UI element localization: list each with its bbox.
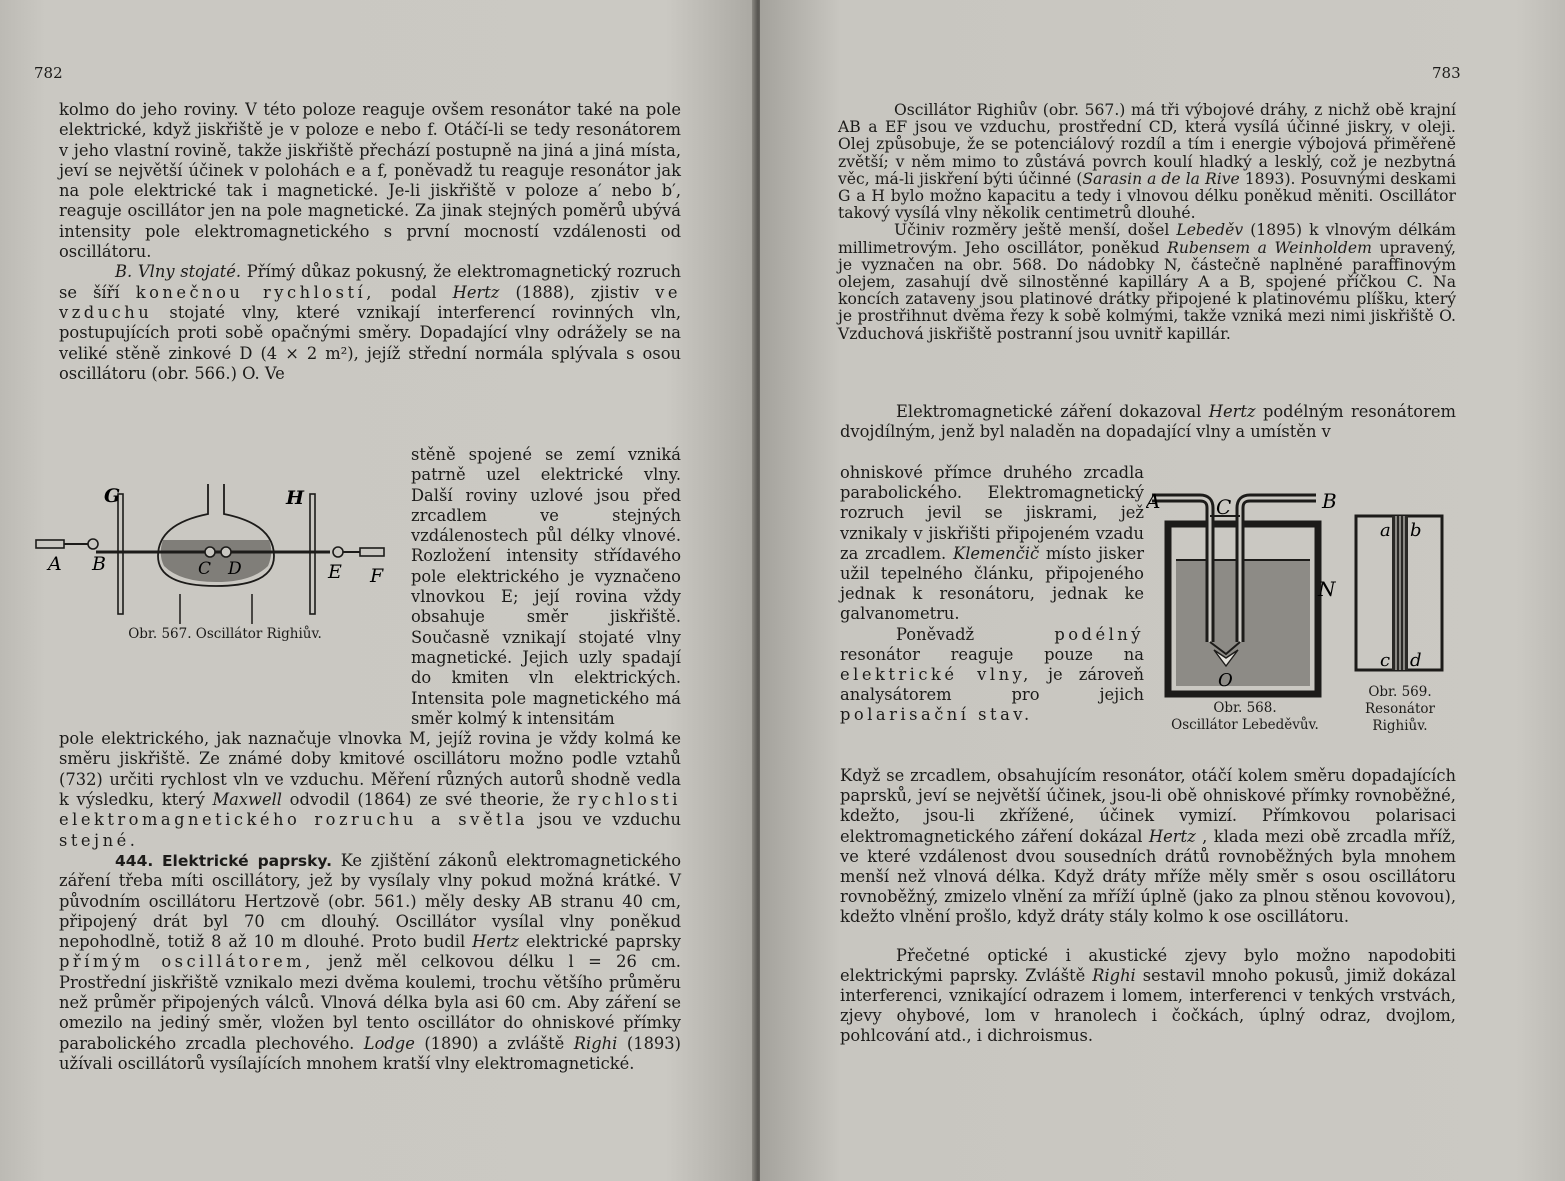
paragraph	[838, 222, 1456, 342]
label-C: C	[198, 559, 212, 579]
spaced-text: podélný	[1054, 624, 1144, 644]
spaced-text: rychlosti elektromagnetického rozruchu a světla	[59, 790, 681, 830]
label-B: B	[92, 553, 106, 575]
author-name: Lodge	[363, 1033, 415, 1053]
text-run: elektrické paprsky	[525, 932, 681, 952]
text-run: Oscillátor Righiův (obr. 567.) má tři výbojové dráhy, z nichž obě krajní AB a EF jsou ve vzduchu, prostřední CD, která vysílá účinné jiskry, v oleji. Olej způsobuje, že se potenciálový rozdíl a tím i energie výbojová přiměřeně zvětší; v něm mimo to zůstává povrch koulí hladký a lesklý, což je nezbytná věc, má-li jiskření býti účinné (	[838, 101, 1456, 188]
right-page	[760, 0, 1565, 1181]
label-d: d	[1410, 650, 1422, 671]
paragraph	[840, 946, 1456, 1047]
author-name: Hertz	[1148, 826, 1196, 846]
lebedev-oscillator-diagram	[1146, 472, 1342, 704]
page-number-left: 782	[34, 64, 63, 82]
paragraph-continued	[840, 766, 1456, 928]
right-narrow-column	[840, 463, 1144, 726]
text-run: podélným resonátorem dvojdílným, jenž byl naladěn na dopadající vlny a umístěn v	[840, 402, 1456, 442]
label-O: O	[1218, 670, 1233, 691]
text-run: resonátor reaguje pouze na	[840, 644, 1144, 664]
righi-resonator-diagram	[1354, 514, 1444, 674]
author-name: Klemenčič	[953, 543, 1040, 563]
caption-line: Obr. 569.	[1368, 684, 1432, 700]
text-run: pole elektrického, jak naznačuje vlnovka M, jejíž rovina je vždy kolmá ke směru jiskřiště. Ze známé doby kmitové oscillátoru možno podle vztahů (732) určiti rychlost vln ve vzduchu. Měření různých autorů shodně vedla k výsledku, který	[59, 729, 681, 810]
text-run: Učiniv rozměry ještě menší, došel	[894, 221, 1170, 240]
author-name: Hertz	[452, 282, 500, 302]
caption-line: Oscillátor Lebeděvův.	[1171, 717, 1319, 733]
spaced-text: elektrické vlny,	[840, 665, 1032, 685]
left-text-top	[59, 100, 681, 384]
text-run: (1890) a zvláště	[424, 1033, 565, 1053]
figure-567-caption: Obr. 567. Oscillátor Righiův.	[128, 626, 322, 642]
text-run: Když se zrcadlem, obsahujícím resonátor, otáčí kolem směru dopadajících paprsků, jeví se největší účinek, jsou-li obě ohniskové přímky rovnoběžné, kdežto, jsou-li zkřížené, účinek vymizí. Přímkovou polarisaci elektromagnetického záření dokázal	[840, 766, 1456, 846]
paragraph-continued	[840, 463, 1144, 726]
text-run: (1893) užívali oscillátorů vysílajících mnohem kratší vlny elektromagnetické.	[59, 1033, 681, 1073]
author-name: Righi	[1092, 965, 1136, 985]
right-text-bottom	[840, 766, 1456, 1047]
text-run: Ke zjištění zákonů elektromagnetického záření třeba míti oscillátory, jež by vysílaly vlny pokud možná krátké. V původním oscillátoru Hertzově (obr. 561.) měly desky AB stranu 40 cm, připojený drát byl 70 cm dlouhý. Oscillátor vysílal vlny poněkud nepohodlně, totiž 8 až 10 m dlouhé. Proto budil	[59, 850, 681, 952]
subheading: B. Vlny stojaté.	[115, 262, 242, 282]
author-name: Sarasin a de la Rive	[1082, 169, 1240, 188]
text-run: je zároveň analysátorem pro jejich	[840, 665, 1144, 705]
caption-line: Obr. 568.	[1213, 700, 1277, 716]
text-run: upravený, je vyznačen na obr. 568. Do nádobky N, částečně naplněné paraffinovým olejem, zasahují dvě silnostěnné kapilláry A a B, spojené příčkou C. Na koncích zataveny jsou platinové drátky připojené k platinovému plíšku, který je prostřihnut dvěma řezy k sobě kolmými, takže vzniká mezi nimi jiskřiště O. Vzduchová jiskřiště postranní jsou uvnitř kapillár.	[838, 238, 1456, 343]
text-run: 1893). Posuvnými deskami G a H bylo možno kapacitu a tedy i vlnovou délku poněkud měniti. Oscillátor takový vysílá vlny několik centimetrů dlouhé.	[838, 169, 1456, 223]
section-444	[59, 851, 681, 1074]
figure-568-caption	[1140, 700, 1350, 734]
author-name: Righi	[573, 1033, 618, 1053]
paragraph-continued	[59, 729, 681, 851]
spaced-text: stejné.	[59, 830, 139, 850]
right-text-top	[838, 102, 1456, 343]
paragraph	[840, 402, 1456, 442]
text-run: Přímý důkaz pokusný, že elektromagnetický rozruch se šíří	[59, 262, 681, 302]
text-run: ohniskové přímce druhého zrcadla parabolického. Elektromagnetický rozruch jevil se jiskrami, jež vznikaly v jiskřišti připojeném vzadu za zrcadlem.	[840, 463, 1144, 563]
author-name: Lebeděv	[1176, 221, 1244, 240]
spaced-text: přímým oscillátorem,	[59, 952, 314, 972]
label-A: A	[1146, 489, 1161, 513]
text-run: sestavil mnoho pokusů, jimiž dokázal interferenci, vznikající odrazem i lomem, interferenci v tenkých vrstvách, zjevy ohybové, lom v hranolech i čočkách, úplný odraz, dvojlom, pohlcování atd., i dichroismus.	[840, 965, 1456, 1046]
caption-line: Righiův.	[1372, 718, 1428, 734]
paragraph	[838, 102, 1456, 222]
author-name: Rubensem a Weinholdem	[1167, 238, 1372, 257]
label-D: D	[228, 559, 242, 579]
text-run: jsou ve vzduchu	[538, 810, 681, 830]
caption-line: Resonátor	[1365, 701, 1435, 717]
paragraph-continued: stěně spojené se zemí vzniká patrně uzel elektrické vlny. Další roviny uzlové jsou před zrcadlem ve stejných vzdálenostech půl délky vlnové. Rozložení intensity střídavého pole elektrického je vyznačeno vlnovkou E; její rovina vždy obsahuje směr jiskřiště. Současně vznikají stojaté vlny magnetické. Jejich uzly spadají do kmiten vln elektrických. Intensita pole magnetického má směr kolmý k intensitám	[411, 445, 681, 728]
figure-569-caption	[1348, 684, 1452, 735]
label-B: B	[1322, 489, 1337, 513]
spaced-text: polarisační stav.	[840, 705, 1033, 725]
author-name: Maxwell	[212, 790, 282, 810]
text-run: (1895) k vlnovým délkám millimetrovým. Jeho oscillátor, poněkud	[838, 221, 1456, 257]
text-run: podal	[390, 282, 437, 302]
spaced-text: ve vzduchu	[59, 282, 681, 322]
label-c: c	[1380, 650, 1391, 671]
text-run: Poněvadž	[896, 624, 975, 644]
label-N: N	[1318, 577, 1336, 601]
left-text-bottom	[59, 445, 681, 1074]
paragraph-standing-waves	[59, 262, 681, 384]
left-page	[0, 0, 757, 1181]
figure-569	[1354, 514, 1444, 674]
section-title: Elektrické paprsky.	[161, 851, 332, 870]
text-run: Elektromagnetické záření dokazoval	[896, 402, 1202, 421]
label-C: C	[1216, 495, 1232, 519]
text-run: místo jisker užil tepelného článku, připojeného jednak k resonátoru, jednak ke galvanometru.	[840, 543, 1144, 624]
right-text-hertz	[840, 402, 1456, 442]
text-run: stojaté vlny, které vznikají interferencí rovinných vln, postupujících proti sobě opačnými směry. Dopadající vlny odrážely se na veliké stěně zinkové D (4 × 2 m²), jejíž střední normála splývala s osou oscillátoru (obr. 566.) O. Ve	[59, 302, 681, 383]
page-number-right: 783	[1432, 64, 1461, 82]
author-name: Hertz	[1208, 402, 1256, 421]
text-run: odvodil (1864) ze své theorie, že	[289, 790, 571, 810]
paragraph: kolmo do jeho roviny. V této poloze reaguje ovšem resonátor také na pole elektrické, když jiskřiště je v poloze e nebo f. Otáčí-li se tedy resonátorem v jeho vlastní rovině, takže jiskřiště přechází postupně na jiná a jiná místa, jeví se největší účinek v polohách e a f, poněvadž tu reaguje resonátor jak na pole elektrické tak i magnetické. Je-li jiskřiště v poloze a′ nebo b′, reaguje oscillátor jen na pole magnetické. Za jinak stejných poměrů ubývá intensity pole elektromagnetického s první mocností vzdálenosti od oscillátoru.	[59, 100, 681, 262]
text-run: (1888), zjistiv	[515, 282, 640, 302]
text-run: Přečetné optické i akustické zjevy bylo možno napodobiti elektrickými paprsky. Zvláště	[840, 945, 1456, 985]
spaced-text: konečnou rychlostí,	[135, 282, 375, 302]
label-F: F	[370, 565, 384, 587]
label-b: b	[1410, 520, 1422, 541]
label-E: E	[328, 561, 342, 583]
text-run: jenž měl celkovou délku l = 26 cm. Prostřední jiskřiště vznikalo mezi dvěma koulemi, trochu většího průměru než průměr připojených válců. Vlnová délka byla asi 60 cm. Aby záření se omezilo na jediný směr, vložen byl tento oscillátor do ohniskové přímky parabolického zrcadla plechového.	[59, 952, 681, 1053]
label-H: H	[286, 487, 304, 509]
label-A: A	[48, 553, 62, 575]
figure-568	[1146, 472, 1342, 704]
author-name: Hertz	[472, 932, 519, 952]
text-run: , klada mezi obě zrcadla mříž, ve které vzdálenost dvou sousedních drátů rovnoběžných byla mnohem menší než vlnová délka. Když dráty mříže měly směr s osou oscillátoru rovnoběžný, zmizelo vlnění za mříží úplně (jako za plnou stěnou kovovou), kdežto vlnění prošlo, když dráty stály kolmo k ose oscillátoru.	[840, 826, 1456, 927]
section-number: 444.	[115, 851, 154, 870]
label-G: G	[104, 485, 121, 507]
label-a: a	[1380, 520, 1391, 541]
